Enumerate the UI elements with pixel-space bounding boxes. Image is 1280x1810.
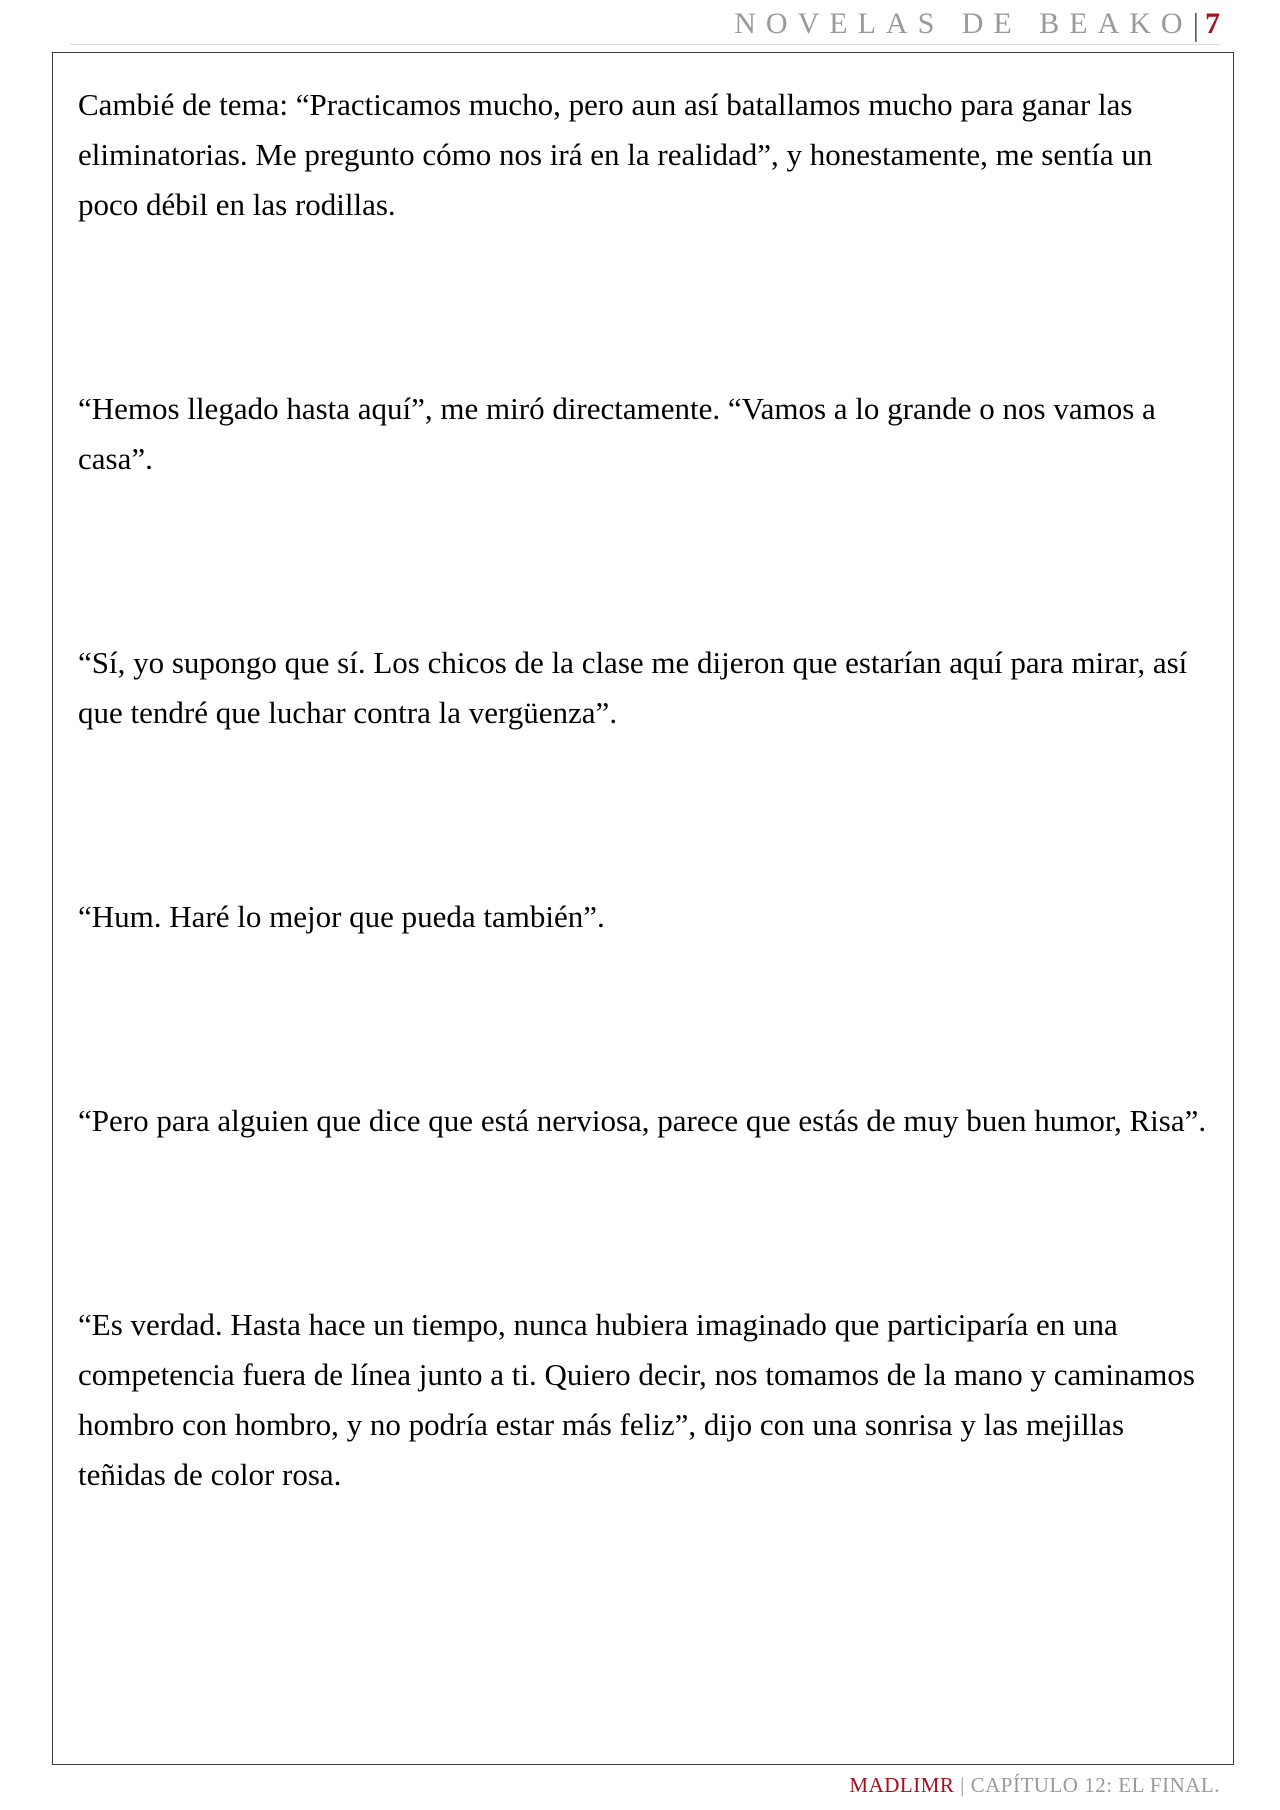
page-header	[734, 6, 1220, 42]
page-number: 7	[1205, 7, 1220, 40]
paragraph-spacer	[78, 942, 1218, 1096]
paragraph: “Sí, yo supongo que sí. Los chicos de la clase me dijeron que estarían aquí para mirar, así que tendré que luchar contra la vergüenza”.	[78, 645, 1188, 730]
header-separator: |	[1192, 5, 1199, 42]
header-divider	[70, 44, 1220, 45]
footer-separator: |	[960, 1773, 965, 1797]
paragraph: “Es verdad. Hasta hace un tiempo, nunca hubiera imaginado que participaría en una competencia fuera de línea junto a ti. Quiero decir, nos tomamos de la mano y caminamos hombro con hombro, y no podría estar más feliz”, dijo con una sonrisa y las mejillas teñidas de color rosa.	[78, 1307, 1195, 1492]
paragraph-spacer	[78, 1146, 1218, 1300]
paragraph-spacer	[78, 738, 1218, 892]
footer-chapter: CAPÍTULO 12: EL FINAL.	[970, 1773, 1220, 1797]
book-title: NOVELAS DE BEAKO	[734, 7, 1193, 40]
paragraph-spacer	[78, 484, 1218, 638]
paragraph: “Hum. Haré lo mejor que pueda también”.	[78, 899, 605, 934]
paragraph-spacer	[78, 230, 1218, 384]
page-body	[78, 80, 1218, 1500]
paragraph: Cambié de tema: “Practicamos mucho, pero aun así batallamos mucho para ganar las eliminatorias. Me pregunto cómo nos irá en la realidad”, y honestamente, me sentía un poco débil en las rodillas.	[78, 87, 1153, 222]
paragraph: “Hemos llegado hasta aquí”, me miró directamente. “Vamos a lo grande o nos vamos a casa”.	[78, 391, 1156, 476]
page-footer	[849, 1773, 1220, 1798]
paragraph: “Pero para alguien que dice que está nerviosa, parece que estás de muy buen humor, Risa”.	[78, 1103, 1207, 1138]
footer-author: MADLIMR	[849, 1773, 955, 1797]
